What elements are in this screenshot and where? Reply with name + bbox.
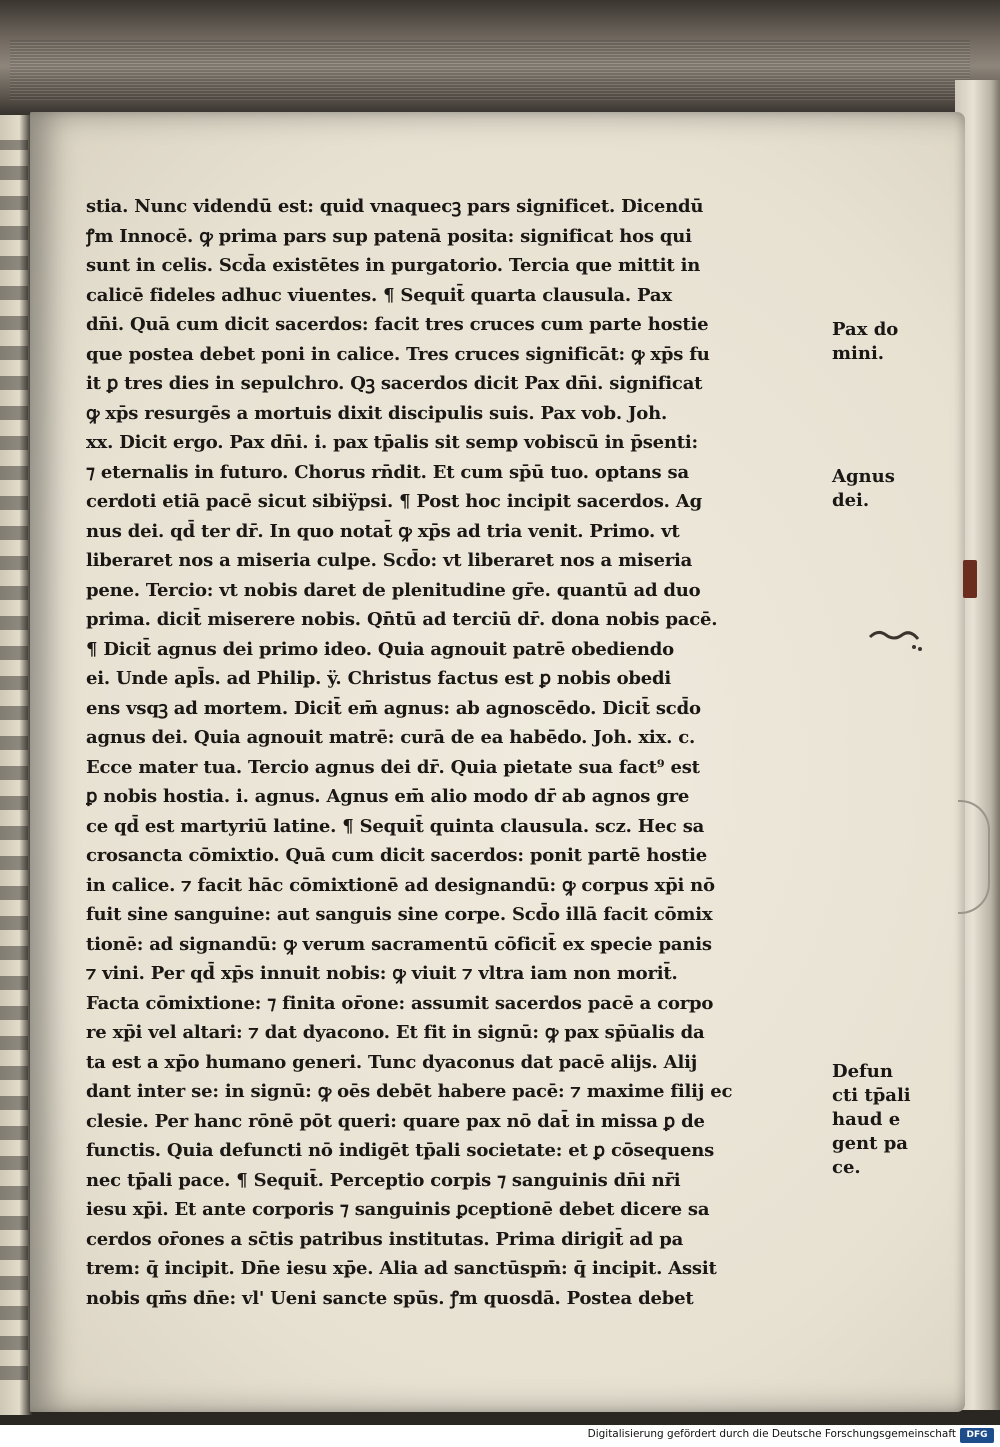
body-text [86, 192, 861, 1313]
text-line: clesie. Per hanc rōnē pōt queri: quare pax nō dat̄ in missa ꝑ de [86, 1110, 705, 1132]
text-line: dant inter se: in signū: ꝙ oēs debēt habere pacē: ⁊ maxime filij ec [86, 1081, 733, 1102]
text-line: in calice. ⁊ facit hāc cōmixtionē ad designandū: ꝙ corpus xp̄i nō [86, 874, 715, 896]
text-line: trem: q̄ incipit. Dn̄e iesu xp̄e. Alia ad sanctūspm̄: q̄ incipit. Assit [86, 1258, 717, 1279]
text-line: calicē fideles adhuc viuentes. ¶ Sequit̄ quarta clausula. Pax [86, 284, 672, 306]
text-line: nec tp̄ali pace. ¶ Sequit̄. Perceptio corpis ⁊ sanguinis dn̄i nr̄i [86, 1169, 681, 1191]
text-line: Facta cōmixtione: ⁊ finita or̄one: assumit sacerdos pacē a corpo [86, 992, 714, 1014]
text-line: ꝑ nobis hostia. i. agnus. Agnus em̄ alio modo dr̄ ab agnos gre [86, 786, 690, 807]
text-line: que postea debet poni in calice. Tres cruces significāt: ꝙ xp̄s fu [86, 343, 710, 365]
bookmark-tab [963, 560, 977, 598]
text-line: tionē: ad signandū: ꝙ verum sacramentū cōficit̄ ex specie panis [86, 933, 712, 955]
text-line: ¶ Dicit̄ agnus dei primo ideo. Quia agnouit patrē obediendo [86, 638, 674, 660]
text-line: ⁊ vini. Per qd̄ xp̄s innuit nobis: ꝙ viuit ⁊ vltra iam non morit̄. [86, 963, 678, 984]
footer-credit: Digitalisierung gefördert durch die Deutsche Forschungsgemeinschaft [587, 1428, 956, 1440]
text-line: ei. Unde apl̄s. ad Philip. ÿ. Christus factus est ꝑ nobis obedi [86, 668, 672, 689]
facing-page-text [0, 140, 28, 1380]
text-line: stia. Nunc videndū est: quid vnaquecꝫ pars significet. Dicendū [86, 196, 704, 217]
margin-note-line: Pax do [832, 319, 899, 340]
text-line: sunt in celis. Scd̄a existētes in purgatorio. Tercia que mittit in [86, 255, 701, 276]
margin-note-agnus-dei [832, 465, 895, 513]
text-line: ꝭm Innocē. ꝙ prima pars sup patenā posita: significat hos qui [86, 225, 692, 247]
page-clip [958, 800, 990, 914]
margin-note-line: mini. [832, 343, 885, 364]
margin-note-line: Defun [832, 1061, 893, 1082]
text-line: xx. Dicit ergo. Pax dn̄i. i. pax tp̄alis sit semp vobiscū in p̄senti: [86, 432, 699, 453]
text-line: prima. dicit̄ miserere nobis. Qn̄tū ad terciū dr̄. dona nobis pacē. [86, 609, 718, 630]
margin-note-line: haud e [832, 1109, 901, 1130]
margin-note-line: ce. [832, 1157, 861, 1178]
text-line: nus dei. qd̄ ter dr̄. In quo notat̄ ꝙ xp̄s ad tria venit. Primo. vt [86, 520, 680, 542]
footer-bar [0, 1425, 1000, 1447]
text-line: pene. Tercio: vt nobis daret de plenitudine gr̄e. quantū ad duo [86, 579, 701, 601]
margin-note-line: cti tp̄ali [832, 1085, 911, 1106]
text-line: dn̄i. Quā cum dicit sacerdos: facit tres cruces cum parte hostie [86, 314, 709, 335]
text-line: cerdos or̄ones a sc̄tis patribus institutas. Prima dirigit̄ ad pa [86, 1228, 684, 1250]
text-line: iesu xp̄i. Et ante corporis ⁊ sanguinis ꝑceptionē debet dicere sa [86, 1199, 710, 1220]
margin-note-defuncti [832, 1060, 911, 1180]
text-line: crosancta cōmixtio. Quā cum dicit sacerdos: ponit partē hostie [86, 845, 707, 866]
margin-note-pax-domini [832, 318, 898, 366]
margin-note-line: dei. [832, 490, 870, 511]
text-line: liberaret nos a miseria culpe. Scd̄o: vt liberaret nos a miseria [86, 550, 693, 571]
text-line: ⁊ eternalis in futuro. Chorus rn̄dit. Et cum sp̄ū tuo. optans sa [86, 461, 689, 483]
dfg-logo: DFG [960, 1428, 994, 1443]
text-line: cerdoti etiā pacē sicut sibiÿpsi. ¶ Post hoc incipit sacerdos. Ag [86, 491, 702, 512]
text-line: it ꝑ tres dies in sepulchro. Qꝫ sacerdos dicit Pax dn̄i. significat [86, 373, 703, 394]
text-line: re xp̄i vel altari: ⁊ dat dyacono. Et fit in signū: ꝙ pax sp̄ūalis da [86, 1022, 705, 1043]
margin-note-line: Agnus [832, 466, 895, 487]
text-line: Ecce mater tua. Tercio agnus dei dr̄. Quia pietate sua fact⁹ est [86, 756, 700, 778]
text-line: nobis qm̄s dn̄e: vl' Ueni sancte spūs. ꝭm quosdā. Postea debet [86, 1287, 694, 1309]
margin-note-line: gent pa [832, 1133, 908, 1154]
text-line: ꝙ xp̄s resurgēs a mortuis dixit discipulis suis. Pax vob. Joh. [86, 402, 668, 424]
book-top-edge [0, 0, 1000, 120]
text-line: ta est a xp̄o humano generi. Tunc dyaconus dat pacē alijs. Alij [86, 1051, 698, 1073]
text-line: functis. Quia defuncti nō indigēt tp̄ali societate: et ꝑ cōsequens [86, 1140, 715, 1161]
text-line: ens vsqꝫ ad mortem. Dicit̄ em̄ agnus: ab agnoscēdo. Dicit̄ scd̄o [86, 697, 701, 719]
ink-squiggle-icon [866, 625, 926, 655]
text-line: agnus dei. Quia agnouit matrē: curā de ea habēdo. Joh. xix. c. [86, 727, 696, 748]
text-line: fuit sine sanguine: aut sanguis sine corpe. Scd̄o illā facit cōmix [86, 904, 713, 925]
text-line: ce qd̄ est martyriū latine. ¶ Sequit̄ quinta clausula. scz. Hec sa [86, 815, 705, 837]
